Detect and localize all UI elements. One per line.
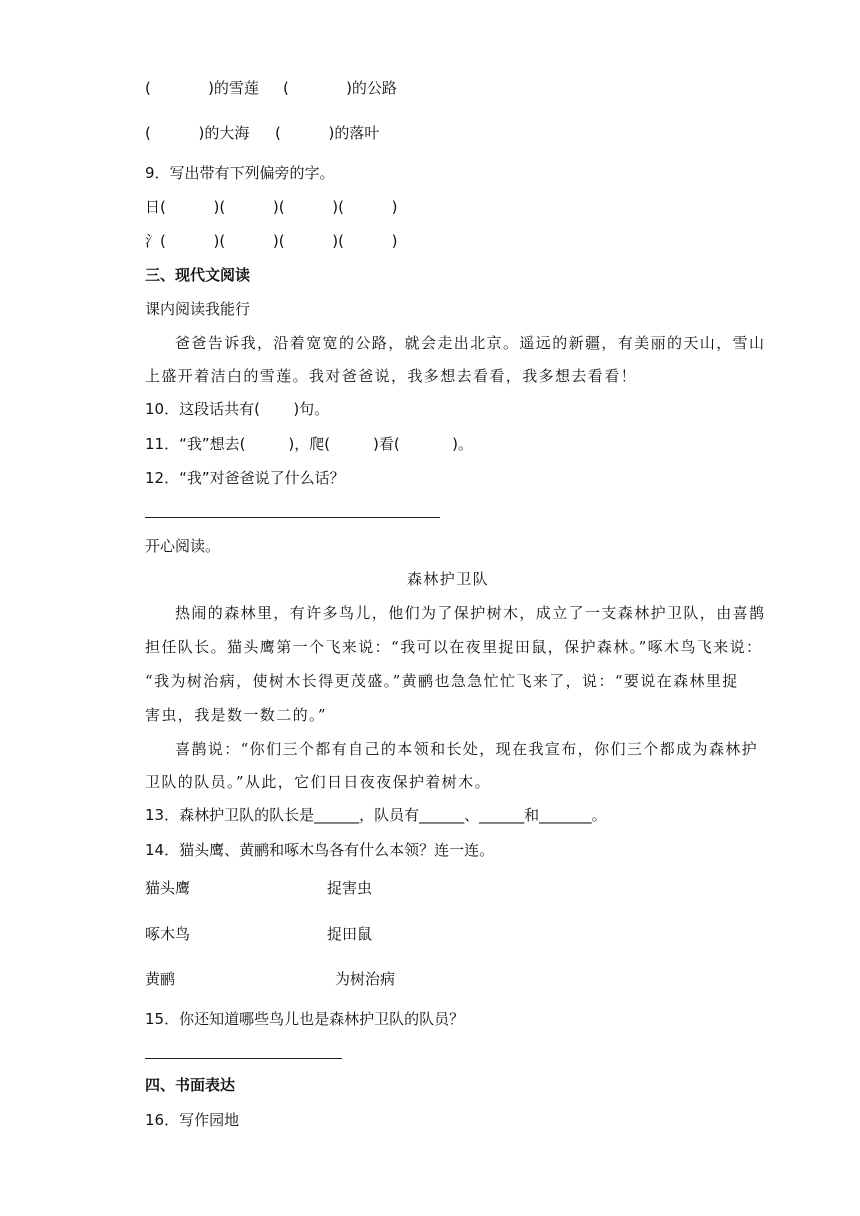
reading2-p1-line4: 害虫，我是数一数二的。” [145, 706, 327, 724]
reading1-passage-line2: 上盛开着洁白的雪莲。我对爸爸说，我多想去看看，我多想去看看！ [145, 367, 638, 385]
q8-item-road: ( )的公路 [283, 79, 397, 97]
match-left-oriole: 黄鹂 [145, 970, 176, 988]
section3-heading: 三、现代文阅读 [145, 266, 251, 284]
q16-text: 16．写作园地 [145, 1111, 240, 1129]
q11-text: 11．“我”想去( )，爬( )看( )。 [145, 435, 474, 453]
match-left-owl: 猫头鹰 [145, 879, 191, 897]
match-left-woodpecker: 啄木鸟 [145, 925, 191, 943]
q13-text: 13．森林护卫队的队长是______，队员有______、______和_______。 [145, 806, 607, 824]
reading2-p1-line1: 热闹的森林里，有许多鸟儿，他们为了保护树木，成立了一支森林护卫队，由喜鹊 [175, 604, 766, 622]
q9-text: 9．写出带有下列偏旁的字。 [145, 164, 335, 182]
q15-answer-line [145, 1058, 342, 1059]
q12-text: 12．“我”对爸爸说了什么话？ [145, 469, 345, 487]
reading1-intro: 课内阅读我能行 [145, 300, 251, 318]
q8-item-leaves: ( )的落叶 [275, 124, 380, 142]
reading2-p1-line2: 担任队长。猫头鹰第一个飞来说：“我可以在夜里捉田鼠，保护森林。”啄木鸟飞来说： [145, 638, 763, 656]
q14-text: 14．猫头鹰、黄鹂和啄木鸟各有什么本领？连一连。 [145, 841, 495, 859]
q12-answer-line [145, 517, 440, 518]
reading2-p1-line3: “我为树治病，使树木长得更茂盛。”黄鹂也急急忙忙飞来了，说：“要说在森林里捉 [145, 672, 739, 690]
q9-row-sun-radical: 日( )( )( )( ) [145, 198, 398, 216]
reading2-title: 森林护卫队 [407, 570, 490, 588]
q9-row-water-radical: 氵( )( )( )( ) [145, 232, 398, 250]
q8-item-sea: ( )的大海 [145, 124, 250, 142]
q10-text: 10．这段话共有( )句。 [145, 400, 330, 418]
reading2-p2-line2: 卫队的队员。”从此，它们日日夜夜保护着树木。 [145, 773, 491, 791]
section4-heading: 四、书面表达 [145, 1076, 236, 1094]
match-right-catch-mice: 捉田鼠 [327, 925, 373, 943]
reading2-intro: 开心阅读。 [145, 537, 221, 555]
q15-text: 15．你还知道哪些鸟儿也是森林护卫队的队员？ [145, 1010, 465, 1028]
match-right-heal-trees: 为树治病 [335, 970, 396, 988]
reading2-p2-line1: 喜鹊说：“你们三个都有自己的本领和长处，现在我宣布，你们三个都成为森林护 [175, 740, 759, 758]
match-right-catch-pests: 捉害虫 [327, 879, 373, 897]
reading1-passage-line1: 爸爸告诉我，沿着宽宽的公路，就会走出北京。遥远的新疆，有美丽的天山，雪山 [175, 334, 766, 352]
q8-item-snow-lotus: ( )的雪莲 [145, 79, 259, 97]
